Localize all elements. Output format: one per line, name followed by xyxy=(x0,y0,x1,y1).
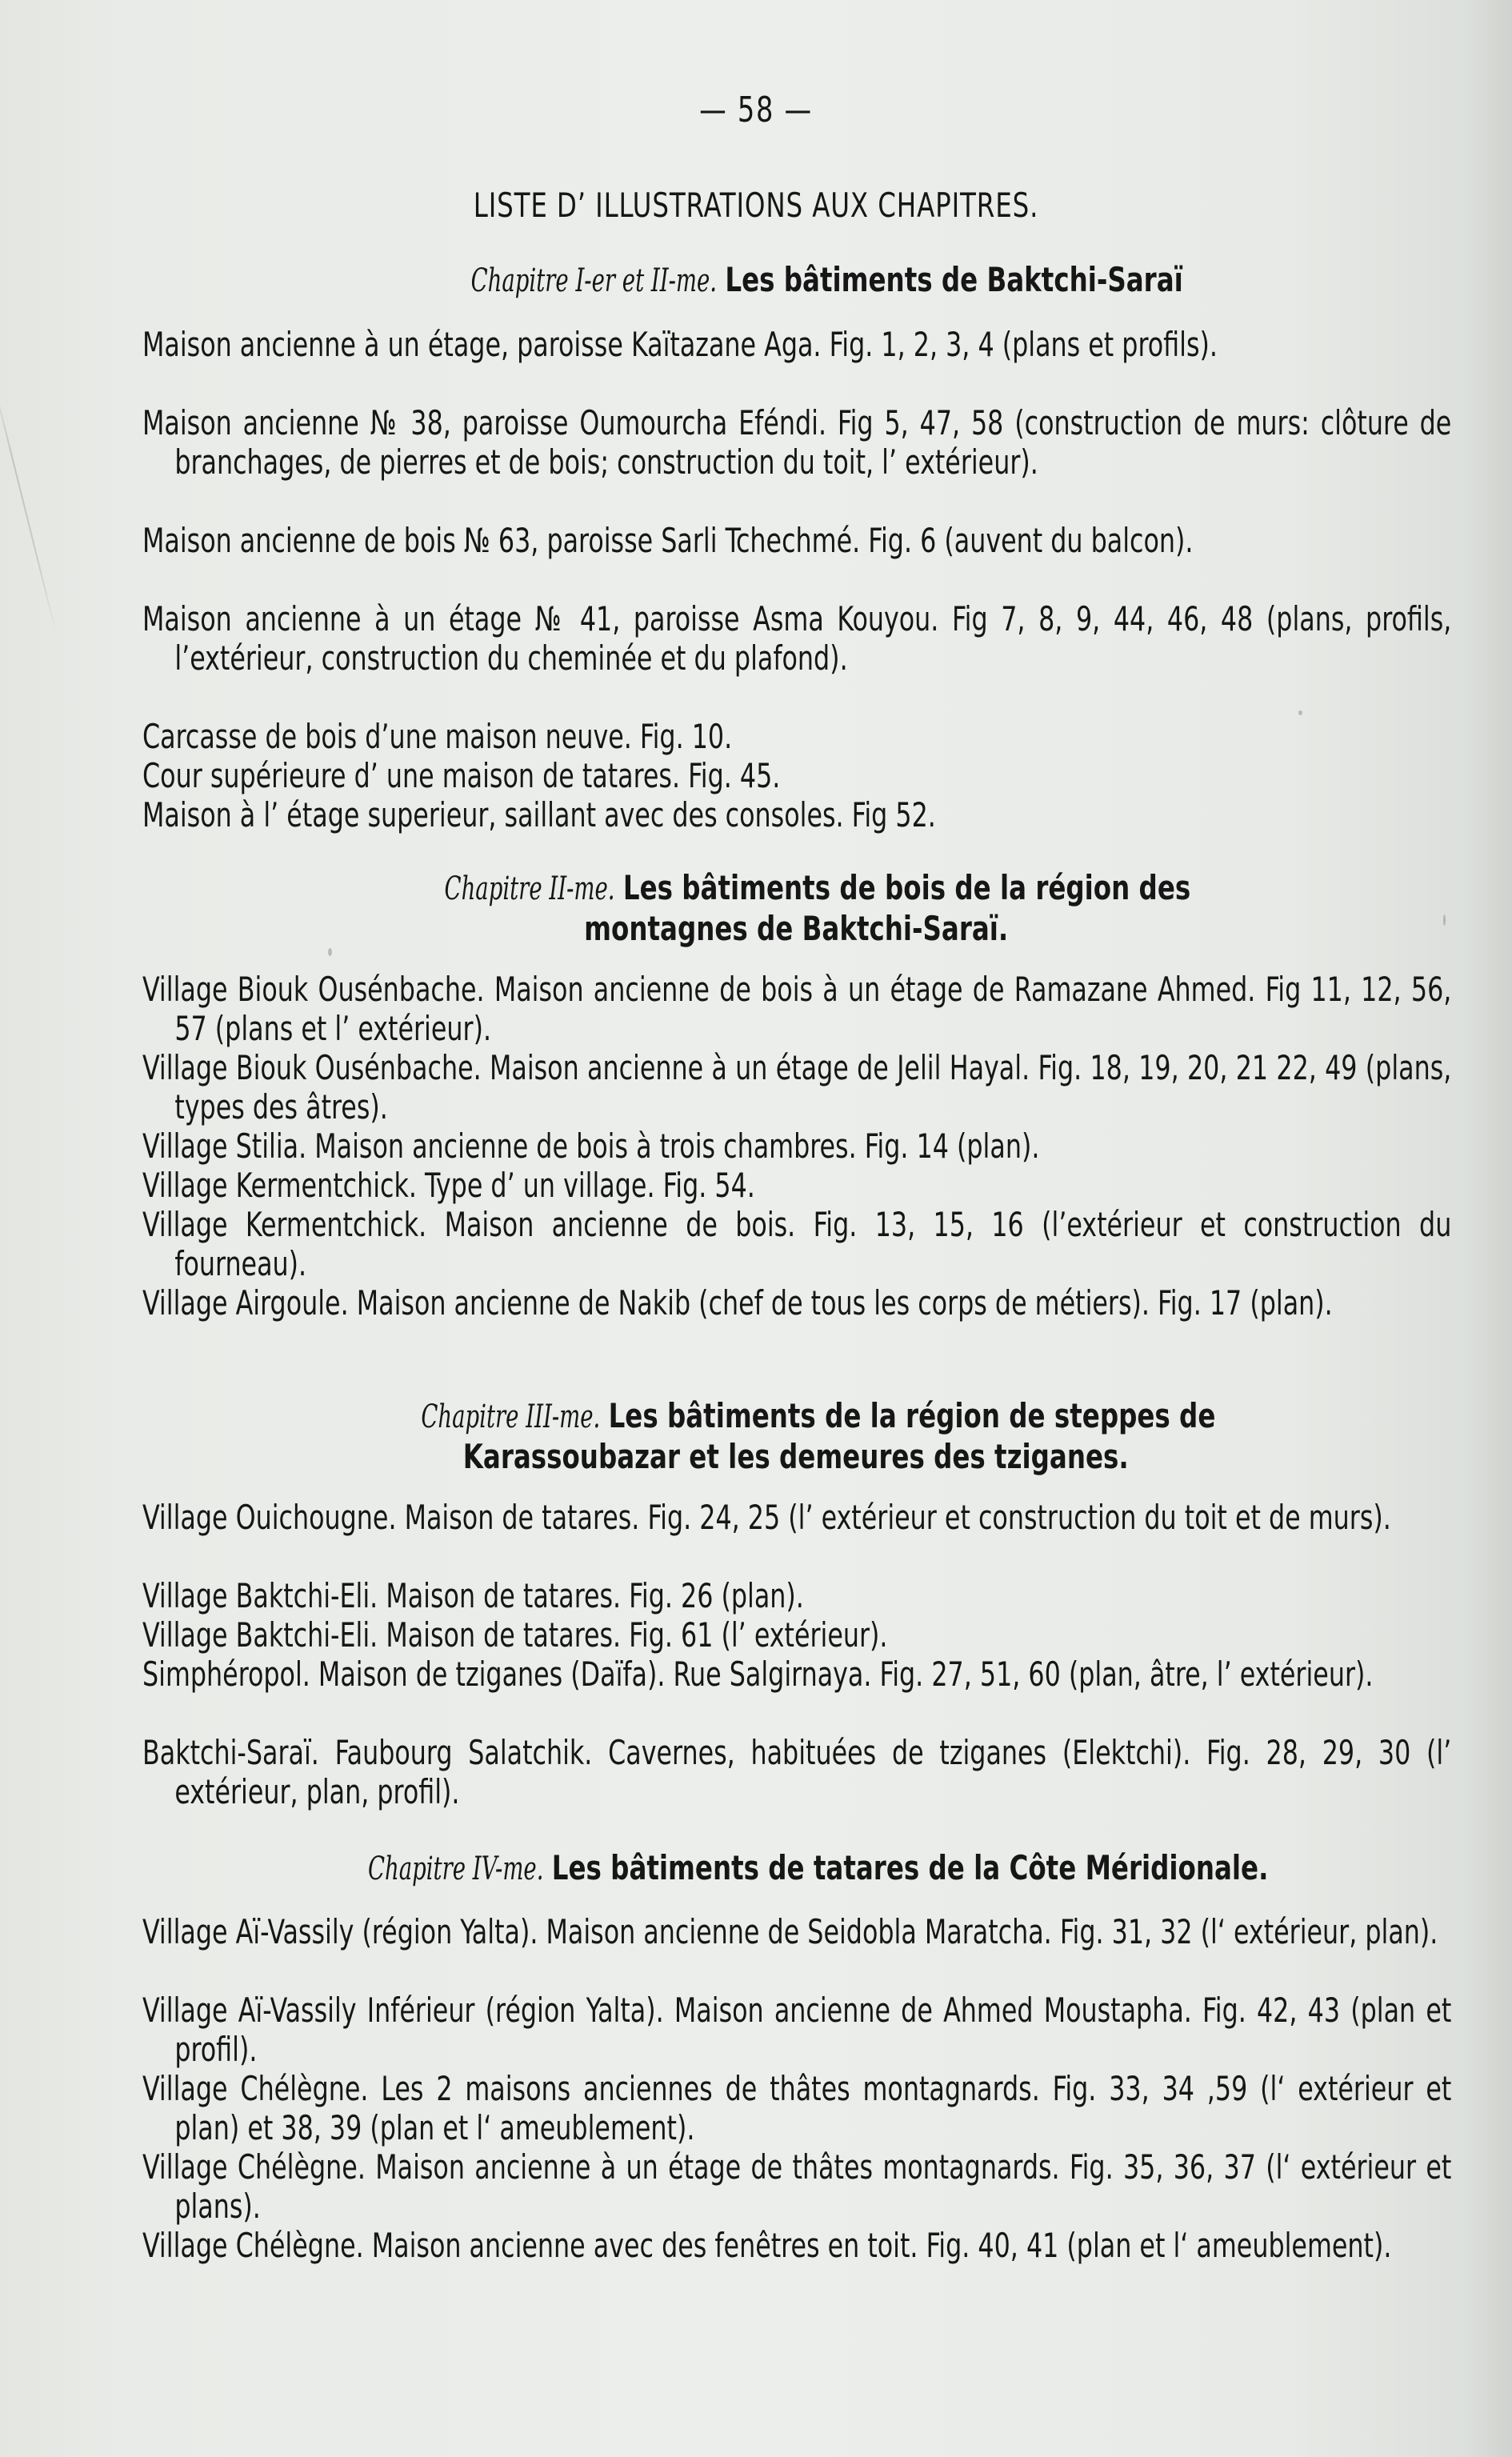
list-item xyxy=(142,521,1452,560)
list-item-text: Maison ancienne № 38, paroisse Oumourcha Eféndi. Fig 5, 47, 58 (construction de murs: clôture de branchages, de pierres et de bois; construction du toit, l’ extérieur). xyxy=(142,403,1452,482)
paper-speck xyxy=(328,948,332,956)
chapter-label: Chapitre III-me. xyxy=(421,1399,601,1435)
list-item xyxy=(142,1205,1452,1283)
list-item-text: Village Aï-Vassily (région Yalta). Maison ancienne de Seidobla Maratcha. Fig. 31, 32 (l‘ extérieur, plan). xyxy=(142,1912,1438,1951)
list-item xyxy=(142,599,1452,678)
list-item xyxy=(142,1912,1452,1951)
list-item xyxy=(142,2069,1452,2147)
chapter-title: Les bâtiments de Baktchi-Saraï xyxy=(725,260,1183,299)
chapter-label: Chapitre I-er et II-me. xyxy=(470,262,717,299)
list-item-text: Maison ancienne à un étage, paroisse Kaïtazane Aga. Fig. 1, 2, 3, 4 (plans et profils). xyxy=(142,325,1218,364)
margin-pencil-mark xyxy=(0,380,58,637)
list-item xyxy=(142,1126,1452,1166)
list-item xyxy=(142,325,1452,364)
list-item xyxy=(142,2226,1452,2265)
list-item xyxy=(142,1498,1452,1537)
list-item xyxy=(142,970,1452,1048)
list-item-text: Baktchi-Saraï. Faubourg Salatchik. Cavernes, habituées de tziganes (Elektchi). Fig. 28, 29, 30 (l’ extérieur, plan, profil). xyxy=(142,1733,1452,1811)
chapter-title: Les bâtiments de tatares de la Côte Méridionale. xyxy=(551,1848,1269,1887)
list-item xyxy=(142,1991,1452,2069)
chapter-heading xyxy=(136,260,1456,301)
paper-speck xyxy=(1298,710,1302,715)
list-item xyxy=(142,1655,1452,1694)
list-item xyxy=(142,1048,1452,1126)
list-item-text: Cour supérieure d’ une maison de tatares. Fig. 45. xyxy=(142,756,781,795)
list-item xyxy=(142,1166,1452,1205)
chapter-label: Chapitre IV-me. xyxy=(367,1851,544,1887)
list-item-text: Village Kermentchick. Maison ancienne de bois. Fig. 13, 15, 16 (l’extérieur et construction du fourneau). xyxy=(142,1205,1452,1283)
chapter-heading xyxy=(136,1848,1456,1889)
list-item-text: Village Ouichougne. Maison de tatares. Fig. 24, 25 (l’ extérieur et construction du toit et de murs). xyxy=(142,1498,1391,1537)
chapter-label: Chapitre II-me. xyxy=(444,870,615,907)
list-item xyxy=(142,1733,1452,1811)
list-item xyxy=(142,403,1452,482)
chapter-title-line2: montagnes de Baktchi-Saraï. xyxy=(583,909,1009,948)
list-item-text: Village Baktchi-Eli. Maison de tatares. Fig. 61 (l’ extérieur). xyxy=(142,1615,888,1655)
list-item-text: Village Aï-Vassily Inférieur (région Yalta). Maison ancienne de Ahmed Moustapha. Fig. 42, 43 (plan et profil). xyxy=(142,1991,1452,2069)
list-item xyxy=(142,756,1452,795)
list-item-text: Village Chélègne. Maison ancienne à un étage de thâtes montagnards. Fig. 35, 36, 37 (l‘ extérieur et plans). xyxy=(142,2147,1452,2226)
list-item-text: Village Biouk Ousénbache. Maison ancienne à un étage de Jelil Hayal. Fig. 18, 19, 20, 21 22, 49 (plans, types des âtres). xyxy=(142,1048,1452,1126)
list-item-text: Village Chélègne. Les 2 maisons anciennes de thâtes montagnards. Fig. 33, 34 ,59 (l‘ extérieur et plan) et 38, 39 (plan et l‘ ameublement). xyxy=(142,2069,1452,2147)
list-item-text: Carcasse de bois d’une maison neuve. Fig. 10. xyxy=(142,717,733,756)
list-item xyxy=(142,1615,1452,1655)
list-item-text: Simphéropol. Maison de tziganes (Daïfa). Rue Salgirnaya. Fig. 27, 51, 60 (plan, âtre, l’ extérieur). xyxy=(142,1655,1374,1694)
list-item xyxy=(142,2147,1452,2226)
chapter-heading xyxy=(136,868,1456,949)
page-title: LISTE D’ ILLUSTRATIONS AUX CHAPITRES. xyxy=(473,186,1039,225)
list-item-text: Maison ancienne de bois № 63, paroisse Sarli Tchechmé. Fig. 6 (auvent du balcon). xyxy=(142,521,1194,560)
chapter-title: Les bâtiments de la région de steppes de xyxy=(608,1396,1216,1435)
chapter-title: Les bâtiments de bois de la région des xyxy=(622,868,1190,907)
list-item-text: Maison ancienne à un étage № 41, paroisse Asma Kouyou. Fig 7, 8, 9, 44, 46, 48 (plans, profils, l’extérieur, construction du cheminée et du plafond). xyxy=(142,599,1452,678)
chapter-heading xyxy=(136,1396,1456,1477)
list-item xyxy=(142,1283,1452,1323)
chapter-title-line2: Karassoubazar et les demeures des tziganes. xyxy=(463,1437,1129,1476)
list-item xyxy=(142,717,1452,756)
list-item-text: Village Baktchi-Eli. Maison de tatares. Fig. 26 (plan). xyxy=(142,1576,804,1615)
list-item-text: Village Stilia. Maison ancienne de bois à trois chambres. Fig. 14 (plan). xyxy=(142,1126,1040,1166)
list-item-text: Maison à l’ étage superieur, saillant avec des consoles. Fig 52. xyxy=(142,795,936,834)
page-number: — 58 — xyxy=(699,90,813,130)
paper-speck xyxy=(1443,914,1446,926)
list-item-text: Village Chélègne. Maison ancienne avec des fenêtres en toit. Fig. 40, 41 (plan et l‘ ameublement). xyxy=(142,2226,1392,2265)
list-item xyxy=(142,795,1452,834)
list-item xyxy=(142,1576,1452,1615)
list-item-text: Village Biouk Ousénbache. Maison ancienne de bois à un étage de Ramazane Ahmed. Fig 11, 12, 56, 57 (plans et l’ extérieur). xyxy=(142,970,1452,1048)
list-item-text: Village Kermentchick. Type d’ un village. Fig. 54. xyxy=(142,1166,755,1205)
list-item-text: Village Airgoule. Maison ancienne de Nakib (chef de tous les corps de métiers). Fig. 17 (plan). xyxy=(142,1283,1333,1323)
